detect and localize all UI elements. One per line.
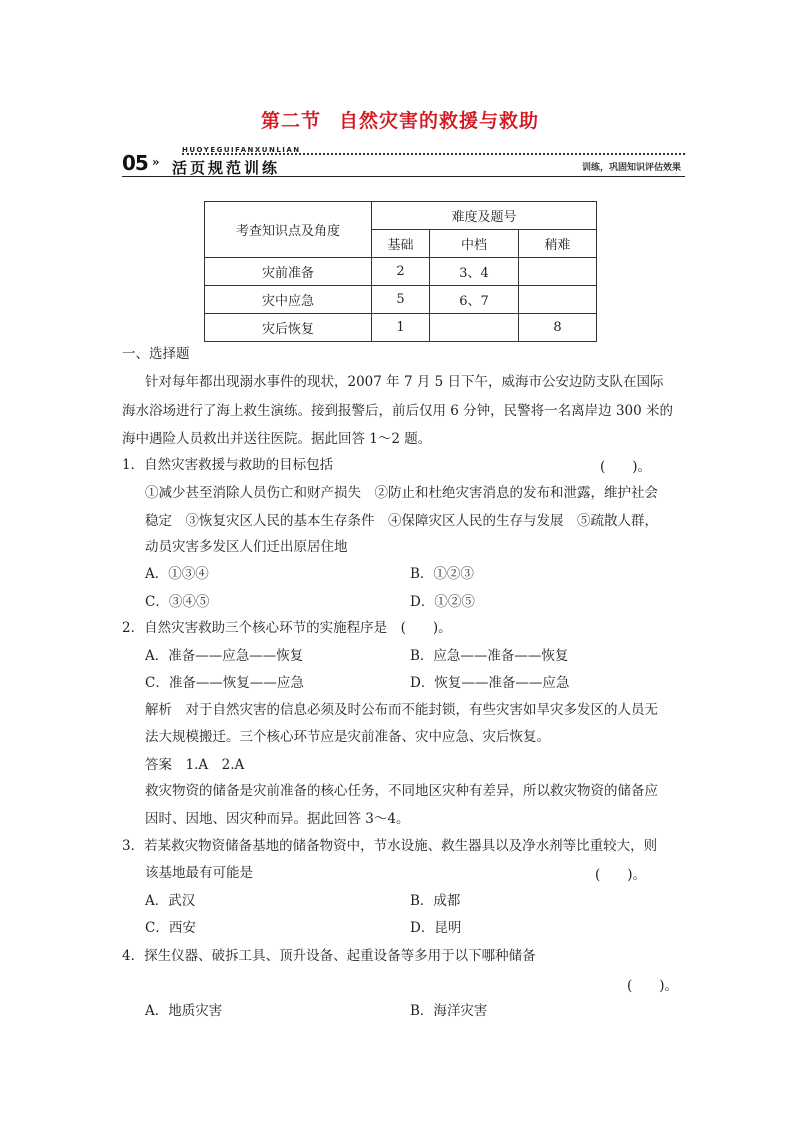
analysis-line: 解析 对于自然灾害的信息必须及时公布而不能封锁，有些灾害如旱灾多发区的人员无: [145, 702, 658, 718]
section-title: 自然灾害的救援与救助: [339, 110, 540, 132]
q1-option-a: A．①③④: [145, 566, 209, 582]
table-cell: 6、7: [430, 286, 519, 314]
q2-option-b: B．应急——准备——恢复: [410, 648, 569, 664]
table-row: [205, 314, 597, 342]
table-header-difficulty: 难度及题号: [372, 202, 597, 230]
banner-number: 05: [122, 151, 148, 175]
intro-line: 因时、因地、因灾种而异。据此回答 3～4。: [145, 811, 410, 827]
section-number: 第二节: [260, 110, 321, 132]
page-title: [0, 106, 800, 133]
q1-option-b: B．①②③: [410, 566, 474, 582]
table-header-topic: 考查知识点及角度: [205, 202, 372, 258]
intro-line: 海中遇险人员救出并送往医院。据此回答 1～2 题。: [122, 431, 432, 447]
q3-option-b: B．成都: [410, 893, 461, 909]
q2-option-c: C．准备——恢复——应急: [145, 675, 304, 691]
q1-item-line: 动员灾害多发区人们迁出原居住地: [145, 539, 348, 555]
table-cell: [519, 286, 597, 314]
table-cell: 3、4: [430, 258, 519, 286]
q3-option-d: D．昆明: [410, 920, 462, 936]
q2-option-a: A．准备——应急——恢复: [145, 648, 304, 664]
q4-answer-blank: ( )。: [627, 978, 679, 994]
q1-item-line: 稳定 ③恢复灾区人民的基本生存条件 ④保障灾区人民的生存与发展 ⑤疏散人群，: [145, 513, 658, 529]
table-cell: 2: [372, 258, 430, 286]
table-cell: 8: [519, 314, 597, 342]
q1-option-d: D．①②⑤: [410, 594, 475, 610]
q1-option-c: C．③④⑤: [145, 594, 210, 610]
table-cell: [430, 314, 519, 342]
q4-stem: 4．探生仪器、破拆工具、顶升设备、起重设备等多用于以下哪种储备: [122, 948, 536, 964]
q3-stem: 3．若某救灾物资储备基地的储备物资中，节水设施、救生器具以及净水剂等比重较大，则: [122, 838, 658, 854]
table-cell-topic: 灾后恢复: [205, 314, 372, 342]
table-cell: [519, 258, 597, 286]
intro-line: 海水浴场进行了海上救生演练。接到报警后，前后仅用 6 分钟，民警将一名离岸边 300 米的: [122, 403, 674, 419]
q4-option-b: B．海洋灾害: [410, 1003, 488, 1019]
exercise-banner: [122, 146, 685, 178]
q4-option-a: A．地质灾害: [145, 1003, 223, 1019]
double-chevron-icon: »: [152, 155, 160, 169]
banner-slogan: 训练，巩固知识评估效果: [581, 163, 681, 173]
table-cell: 5: [372, 286, 430, 314]
intro-line: 针对每年都出现溺水事件的现状，2007 年 7 月 5 日下午，威海市公安边防支队在国际: [145, 374, 664, 390]
q3-stem: 该基地最有可能是: [145, 865, 253, 881]
banner-pinyin: HUOYEGUIFANXUNLIAN: [182, 146, 301, 154]
table-row: [205, 258, 597, 286]
analysis-line: 法大规模搬迁。三个核心环节应是灾前准备、灾中应急、灾后恢复。: [145, 729, 550, 745]
table-level-medium: 中档: [430, 230, 519, 258]
q3-answer-blank: ( )。: [595, 867, 647, 883]
table-cell: 1: [372, 314, 430, 342]
q1-stem: 1．自然灾害救援与救助的目标包括: [122, 457, 334, 473]
banner-rule: [122, 176, 685, 177]
answer-line: 答案 1.A 2.A: [145, 757, 245, 773]
q1-item-line: ①减少甚至消除人员伤亡和财产损失 ②防止和杜绝灾害消息的发布和泄露，维护社会: [145, 485, 658, 501]
table-level-hard: 稍难: [519, 230, 597, 258]
q2-stem: 2．自然灾害救助三个核心环节的实施程序是 ( )。: [122, 620, 452, 636]
q3-option-c: C．西安: [145, 920, 196, 936]
intro-line: 救灾物资的储备是灾前准备的核心任务，不同地区灾种有差异，所以救灾物资的储备应: [145, 783, 658, 799]
q1-answer-blank: ( )。: [600, 459, 652, 475]
banner-name: 活页规范训练: [172, 159, 281, 177]
section-heading: 一、选择题: [122, 346, 190, 362]
table-level-basic: 基础: [372, 230, 430, 258]
difficulty-table: [204, 201, 597, 342]
table-row: [205, 286, 597, 314]
table-cell-topic: 灾中应急: [205, 286, 372, 314]
q2-option-d: D．恢复——准备——应急: [410, 675, 570, 691]
table-cell-topic: 灾前准备: [205, 258, 372, 286]
q3-option-a: A．武汉: [145, 893, 196, 909]
